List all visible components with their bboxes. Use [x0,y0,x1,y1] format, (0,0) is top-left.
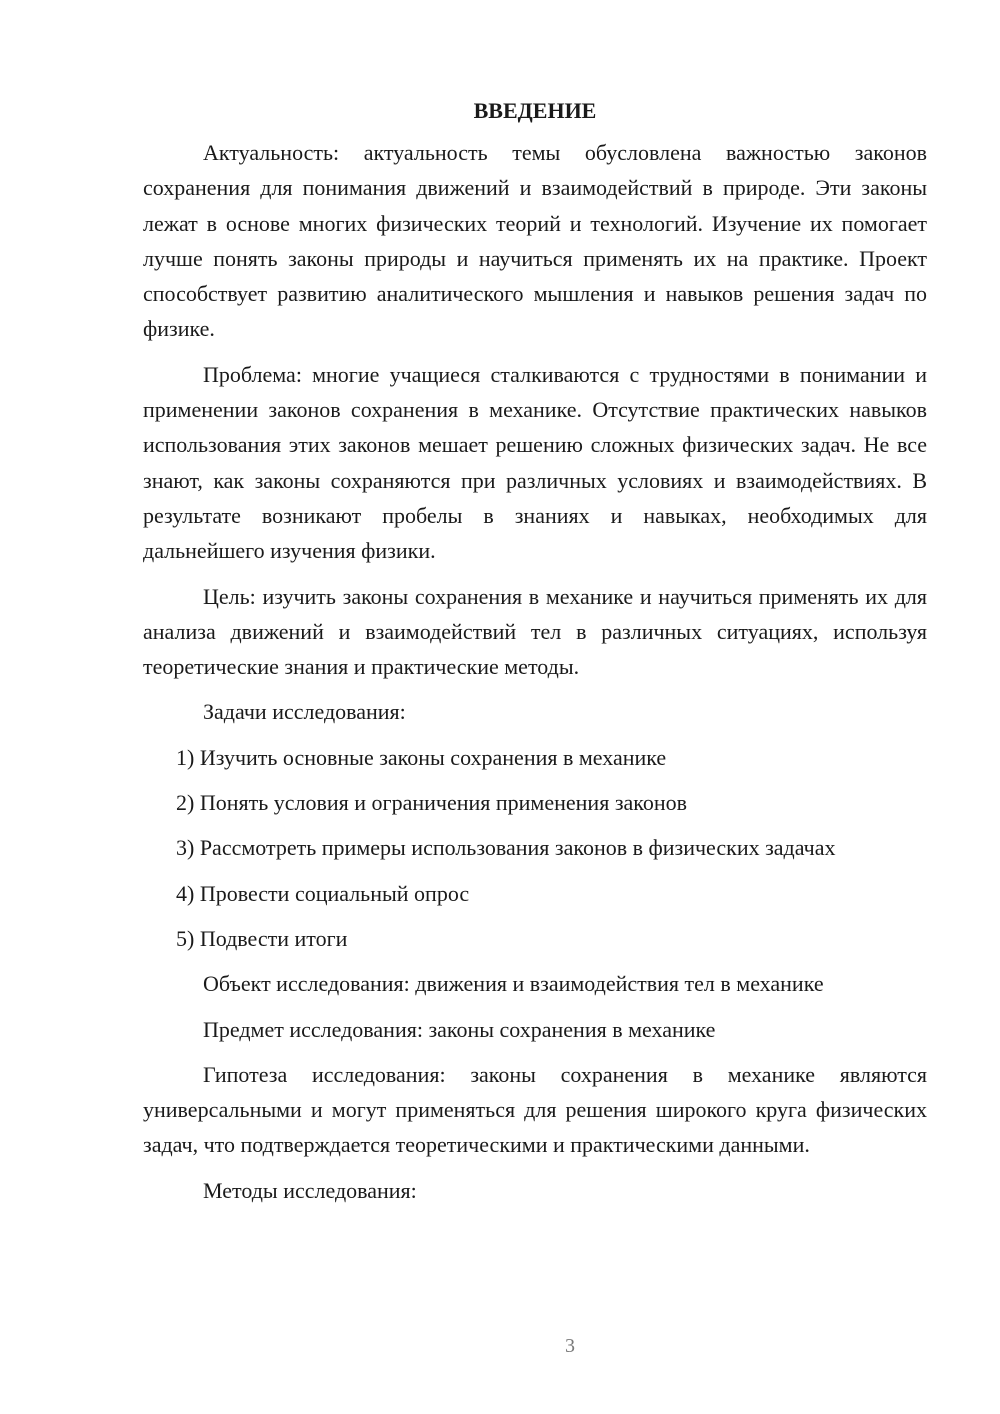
page-number: 3 [565,1335,575,1357]
page-title: ВВЕДЕНИЕ [473,98,597,123]
task-item: 3) Рассмотреть примеры использования законов в физических задачах [176,835,836,861]
task-item: 4) Провести социальный опрос [176,880,470,906]
goal-paragraph: Цель: изучить законы сохранения в механике и научиться применять их для анализа движений и взаимодействий тел в различных ситуациях, используя теоретические знания и практические методы. [143,583,927,680]
research-subject: Предмет исследования: законы сохранения в механике [203,1016,716,1042]
task-item: 5) Подвести итоги [176,925,348,951]
problem-paragraph: Проблема: многие учащиеся сталкиваются с трудностями в понимании и применении законов сохранения в механике. Отсутствие практических навыков использования этих законов мешает решению сложных физических задач. Не все знают, как законы сохраняются при различных условиях и взаимодействиях. В результате возникают пробелы в знаниях и навыках, необходимых для дальнейшего изучения физики. [143,361,927,564]
task-item: 1) Изучить основные законы сохранения в механике [176,744,667,770]
methods-heading: Методы исследования: [203,1177,417,1203]
page-content [143,96,927,1218]
tasks-list [143,740,927,956]
tasks-heading: Задачи исследования: [203,699,406,725]
research-object: Объект исследования: движения и взаимодействия тел в механике [203,971,824,997]
relevance-paragraph: Актуальность: актуальность темы обусловлена важностью законов сохранения для понимания движений и взаимодействий в природе. Эти законы лежат в основе многих физических теорий и технологий. Изучение их помогает лучше понять законы природы и научиться применять их на практике. Проект способствует развитию аналитического мышления и навыков решения задач по физике. [143,140,927,342]
task-item: 2) Понять условия и ограничения применения законов [176,790,688,816]
hypothesis-paragraph: Гипотеза исследования: законы сохранения в механике являются универсальными и могут применяться для решения широкого круга физических задач, что подтверждается теоретическими и практическими данными. [143,1061,927,1158]
